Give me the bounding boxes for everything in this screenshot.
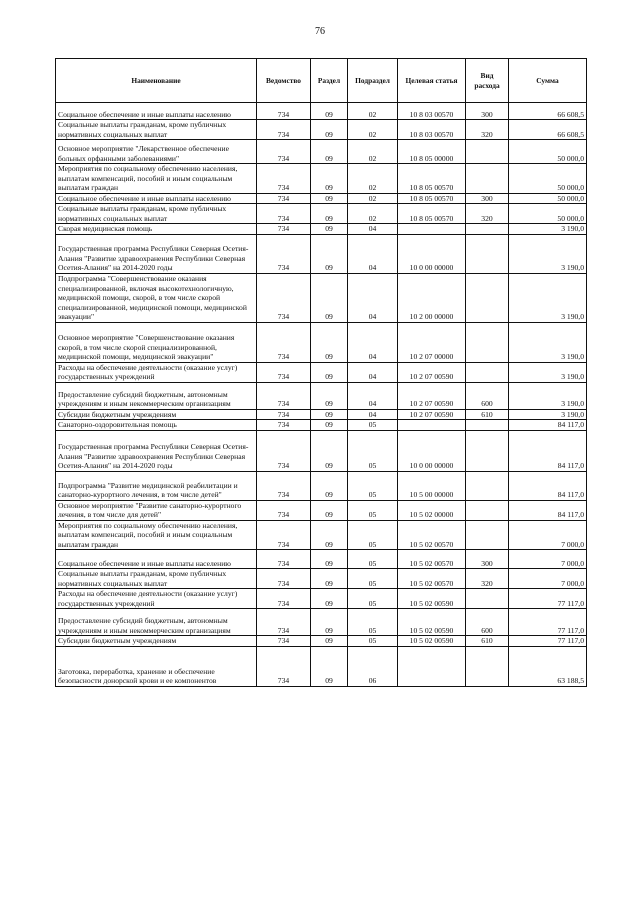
row-vid-cell: 610 <box>466 636 509 647</box>
row-vedomstvo-cell: 734 <box>257 103 311 120</box>
row-razdel-cell: 09 <box>311 500 348 520</box>
row-name-cell: Подпрограмма "Совершенствование оказания специализированной, включая высокотехнологичную, медицинской помощи, скорой, в том числе скорой специализированной, медицинской помощи, медицинской эвакуации" <box>56 273 257 322</box>
row-vedomstvo-cell: 734 <box>257 636 311 647</box>
row-vid-cell: 300 <box>466 193 509 204</box>
row-name-cell: Скорая медицинская помощь <box>56 224 257 235</box>
row-summa-cell: 7 000,0 <box>509 569 587 589</box>
row-vid-cell <box>466 420 509 431</box>
row-podrazdel-cell: 04 <box>348 234 398 273</box>
table-row <box>56 224 587 235</box>
row-podrazdel-cell: 05 <box>348 471 398 500</box>
row-podrazdel-cell: 02 <box>348 164 398 194</box>
row-razdel-cell: 09 <box>311 430 348 471</box>
row-podrazdel-cell: 05 <box>348 430 398 471</box>
row-name-cell: Заготовка, переработка, хранение и обеспечение безопасности донорской крови и ее компонентов <box>56 646 257 686</box>
row-razdel-cell: 09 <box>311 322 348 362</box>
row-vid-cell: 300 <box>466 103 509 120</box>
row-name-cell: Субсидии бюджетным учреждениям <box>56 636 257 647</box>
row-celevaya-cell <box>398 646 466 686</box>
header-vid: Вид расхода <box>466 59 509 103</box>
table-row <box>56 164 587 194</box>
header-vedomstvo: Ведомство <box>257 59 311 103</box>
row-vid-cell: 610 <box>466 409 509 420</box>
row-celevaya-cell: 10 8 03 00570 <box>398 120 466 140</box>
row-razdel-cell: 09 <box>311 420 348 431</box>
table-row <box>56 409 587 420</box>
row-vedomstvo-cell: 734 <box>257 362 311 382</box>
row-celevaya-cell: 10 5 02 00570 <box>398 520 466 550</box>
row-celevaya-cell: 10 8 05 00570 <box>398 164 466 194</box>
table-row <box>56 382 587 409</box>
row-celevaya-cell <box>398 224 466 235</box>
row-razdel-cell: 09 <box>311 120 348 140</box>
row-podrazdel-cell: 02 <box>348 140 398 164</box>
row-name-cell: Социальное обеспечение и иные выплаты населению <box>56 103 257 120</box>
row-vedomstvo-cell: 734 <box>257 430 311 471</box>
row-razdel-cell: 09 <box>311 193 348 204</box>
row-vid-cell: 320 <box>466 204 509 224</box>
row-summa-cell: 84 117,0 <box>509 500 587 520</box>
row-summa-cell: 66 608,5 <box>509 103 587 120</box>
row-name-cell: Субсидии бюджетным учреждениям <box>56 409 257 420</box>
row-podrazdel-cell: 05 <box>348 569 398 589</box>
table-row <box>56 120 587 140</box>
row-podrazdel-cell: 05 <box>348 420 398 431</box>
row-celevaya-cell: 10 0 00 00000 <box>398 234 466 273</box>
header-name: Наименование <box>56 59 257 103</box>
row-name-cell: Социальные выплаты гражданам, кроме публичных нормативных социальных выплат <box>56 204 257 224</box>
row-celevaya-cell <box>398 420 466 431</box>
row-razdel-cell: 09 <box>311 636 348 647</box>
row-name-cell: Основное мероприятие "Совершенствование оказания скорой, в том числе скорой специализированной, медицинской помощи, медицинской эвакуации" <box>56 322 257 362</box>
row-name-cell: Расходы на обеспечение деятельности (оказание услуг) государственных учреждений <box>56 362 257 382</box>
row-razdel-cell: 09 <box>311 646 348 686</box>
table-row <box>56 646 587 686</box>
row-celevaya-cell: 10 5 02 00000 <box>398 500 466 520</box>
table-row <box>56 103 587 120</box>
header-podrazdel: Подраздел <box>348 59 398 103</box>
row-vid-cell: 300 <box>466 550 509 569</box>
row-vid-cell <box>466 520 509 550</box>
row-vid-cell <box>466 646 509 686</box>
row-vid-cell <box>466 224 509 235</box>
table-row <box>56 520 587 550</box>
row-name-cell: Социальное обеспечение и иные выплаты населению <box>56 193 257 204</box>
row-name-cell: Государственная программа Республики Северная Осетия-Алания "Развитие здравоохранения Республики Северная Осетия-Алания" на 2014-2020 годы <box>56 430 257 471</box>
row-razdel-cell: 09 <box>311 471 348 500</box>
row-razdel-cell: 09 <box>311 103 348 120</box>
row-name-cell: Подпрограмма "Развитие медицинской реабилитации и санаторно-курортного лечения, в том числе детей" <box>56 471 257 500</box>
row-vedomstvo-cell: 734 <box>257 224 311 235</box>
table-row <box>56 609 587 636</box>
row-celevaya-cell: 10 8 05 00570 <box>398 193 466 204</box>
row-razdel-cell: 09 <box>311 589 348 609</box>
table-row <box>56 322 587 362</box>
row-podrazdel-cell: 05 <box>348 550 398 569</box>
row-vid-cell <box>466 234 509 273</box>
row-celevaya-cell: 10 0 00 00000 <box>398 430 466 471</box>
header-razdel: Раздел <box>311 59 348 103</box>
header-celevaya: Целевая статья <box>398 59 466 103</box>
row-vedomstvo-cell: 734 <box>257 382 311 409</box>
row-summa-cell: 3 190,0 <box>509 322 587 362</box>
table-row <box>56 420 587 431</box>
row-summa-cell: 77 117,0 <box>509 609 587 636</box>
row-vid-cell <box>466 164 509 194</box>
row-summa-cell: 3 190,0 <box>509 409 587 420</box>
row-vedomstvo-cell: 734 <box>257 550 311 569</box>
row-vedomstvo-cell: 734 <box>257 569 311 589</box>
row-vedomstvo-cell: 734 <box>257 193 311 204</box>
row-name-cell: Санаторно-оздоровительная помощь <box>56 420 257 431</box>
row-podrazdel-cell: 02 <box>348 103 398 120</box>
row-name-cell: Социальные выплаты гражданам, кроме публичных нормативных социальных выплат <box>56 120 257 140</box>
row-vedomstvo-cell: 734 <box>257 589 311 609</box>
row-summa-cell: 50 000,0 <box>509 164 587 194</box>
table-header-row <box>56 59 587 103</box>
row-razdel-cell: 09 <box>311 273 348 322</box>
row-vedomstvo-cell: 734 <box>257 140 311 164</box>
row-celevaya-cell: 10 5 02 00590 <box>398 636 466 647</box>
row-vid-cell <box>466 273 509 322</box>
row-name-cell: Основное мероприятие "Развитие санаторно-курортного лечения, в том числе для детей" <box>56 500 257 520</box>
row-name-cell: Основное мероприятие "Лекарственное обеспечение больных орфанными заболеваниями" <box>56 140 257 164</box>
budget-table <box>55 58 587 687</box>
row-podrazdel-cell: 04 <box>348 409 398 420</box>
row-celevaya-cell: 10 5 02 00570 <box>398 569 466 589</box>
table-row <box>56 569 587 589</box>
row-podrazdel-cell: 04 <box>348 273 398 322</box>
row-vid-cell <box>466 471 509 500</box>
row-podrazdel-cell: 05 <box>348 500 398 520</box>
row-summa-cell: 77 117,0 <box>509 589 587 609</box>
row-celevaya-cell: 10 8 05 00570 <box>398 204 466 224</box>
row-name-cell: Предоставление субсидий бюджетным, автономным учреждениям и иным некоммерческим организациям <box>56 382 257 409</box>
row-podrazdel-cell: 04 <box>348 224 398 235</box>
row-summa-cell: 84 117,0 <box>509 420 587 431</box>
table-row <box>56 430 587 471</box>
row-summa-cell: 50 000,0 <box>509 204 587 224</box>
row-podrazdel-cell: 02 <box>348 193 398 204</box>
row-summa-cell: 3 190,0 <box>509 382 587 409</box>
row-vid-cell <box>466 322 509 362</box>
row-podrazdel-cell: 05 <box>348 520 398 550</box>
table-row <box>56 193 587 204</box>
row-podrazdel-cell: 05 <box>348 609 398 636</box>
row-summa-cell: 7 000,0 <box>509 550 587 569</box>
row-celevaya-cell: 10 2 07 00000 <box>398 322 466 362</box>
row-vedomstvo-cell: 734 <box>257 234 311 273</box>
row-vid-cell: 600 <box>466 382 509 409</box>
row-vedomstvo-cell: 734 <box>257 322 311 362</box>
table-row <box>56 140 587 164</box>
row-podrazdel-cell: 05 <box>348 636 398 647</box>
row-name-cell: Мероприятия по социальному обеспечению населения, выплатам компенсаций, пособий и иным социальным выплатам граждан <box>56 520 257 550</box>
row-summa-cell: 50 000,0 <box>509 193 587 204</box>
row-vedomstvo-cell: 734 <box>257 520 311 550</box>
table-row <box>56 636 587 647</box>
row-razdel-cell: 09 <box>311 362 348 382</box>
row-podrazdel-cell: 02 <box>348 204 398 224</box>
row-vid-cell <box>466 140 509 164</box>
table-row <box>56 273 587 322</box>
row-summa-cell: 63 188,5 <box>509 646 587 686</box>
row-vid-cell: 320 <box>466 120 509 140</box>
row-vid-cell <box>466 589 509 609</box>
row-vedomstvo-cell: 734 <box>257 164 311 194</box>
row-celevaya-cell: 10 2 07 00590 <box>398 409 466 420</box>
row-vid-cell <box>466 500 509 520</box>
row-summa-cell: 66 608,5 <box>509 120 587 140</box>
row-vedomstvo-cell: 734 <box>257 120 311 140</box>
row-name-cell: Социальные выплаты гражданам, кроме публичных нормативных социальных выплат <box>56 569 257 589</box>
table-row <box>56 362 587 382</box>
row-podrazdel-cell: 04 <box>348 362 398 382</box>
row-vid-cell: 320 <box>466 569 509 589</box>
row-razdel-cell: 09 <box>311 382 348 409</box>
row-name-cell: Предоставление субсидий бюджетным, автономным учреждениям и иным некоммерческим организациям <box>56 609 257 636</box>
row-summa-cell: 77 117,0 <box>509 636 587 647</box>
row-razdel-cell: 09 <box>311 140 348 164</box>
row-podrazdel-cell: 04 <box>348 382 398 409</box>
row-razdel-cell: 09 <box>311 520 348 550</box>
row-vid-cell <box>466 362 509 382</box>
row-celevaya-cell: 10 2 07 00590 <box>398 382 466 409</box>
row-podrazdel-cell: 02 <box>348 120 398 140</box>
row-celevaya-cell: 10 5 02 00590 <box>398 589 466 609</box>
table-row <box>56 550 587 569</box>
row-razdel-cell: 09 <box>311 164 348 194</box>
row-celevaya-cell: 10 2 07 00590 <box>398 362 466 382</box>
row-vid-cell <box>466 430 509 471</box>
row-summa-cell: 3 190,0 <box>509 234 587 273</box>
row-celevaya-cell: 10 5 00 00000 <box>398 471 466 500</box>
page-number: 76 <box>315 26 325 37</box>
row-name-cell: Расходы на обеспечение деятельности (оказание услуг) государственных учреждений <box>56 589 257 609</box>
row-celevaya-cell: 10 5 02 00570 <box>398 550 466 569</box>
row-vedomstvo-cell: 734 <box>257 609 311 636</box>
row-vedomstvo-cell: 734 <box>257 409 311 420</box>
row-podrazdel-cell: 04 <box>348 322 398 362</box>
row-vedomstvo-cell: 734 <box>257 646 311 686</box>
row-razdel-cell: 09 <box>311 204 348 224</box>
table-body <box>56 103 587 687</box>
row-summa-cell: 84 117,0 <box>509 430 587 471</box>
row-razdel-cell: 09 <box>311 569 348 589</box>
table-row <box>56 589 587 609</box>
row-razdel-cell: 09 <box>311 224 348 235</box>
row-razdel-cell: 09 <box>311 550 348 569</box>
header-summa: Сумма <box>509 59 587 103</box>
table-row <box>56 471 587 500</box>
row-vedomstvo-cell: 734 <box>257 500 311 520</box>
row-name-cell: Мероприятия по социальному обеспечению населения, выплатам компенсаций, пособий и иным социальным выплатам граждан <box>56 164 257 194</box>
row-name-cell: Социальное обеспечение и иные выплаты населению <box>56 550 257 569</box>
table-row <box>56 204 587 224</box>
row-vedomstvo-cell: 734 <box>257 420 311 431</box>
row-podrazdel-cell: 05 <box>348 589 398 609</box>
table-row <box>56 500 587 520</box>
row-vedomstvo-cell: 734 <box>257 471 311 500</box>
row-celevaya-cell: 10 8 03 00570 <box>398 103 466 120</box>
row-celevaya-cell: 10 5 02 00590 <box>398 609 466 636</box>
row-celevaya-cell: 10 8 05 00000 <box>398 140 466 164</box>
row-summa-cell: 84 117,0 <box>509 471 587 500</box>
row-vedomstvo-cell: 734 <box>257 204 311 224</box>
table-row <box>56 234 587 273</box>
row-razdel-cell: 09 <box>311 234 348 273</box>
row-celevaya-cell: 10 2 00 00000 <box>398 273 466 322</box>
row-razdel-cell: 09 <box>311 409 348 420</box>
row-summa-cell: 3 190,0 <box>509 362 587 382</box>
row-summa-cell: 3 190,0 <box>509 273 587 322</box>
row-summa-cell: 3 190,0 <box>509 224 587 235</box>
row-summa-cell: 7 000,0 <box>509 520 587 550</box>
row-vid-cell: 600 <box>466 609 509 636</box>
row-vedomstvo-cell: 734 <box>257 273 311 322</box>
row-razdel-cell: 09 <box>311 609 348 636</box>
row-summa-cell: 50 000,0 <box>509 140 587 164</box>
row-podrazdel-cell: 06 <box>348 646 398 686</box>
row-name-cell: Государственная программа Республики Северная Осетия-Алания "Развитие здравоохранения Республики Северная Осетия-Алания" на 2014-2020 годы <box>56 234 257 273</box>
